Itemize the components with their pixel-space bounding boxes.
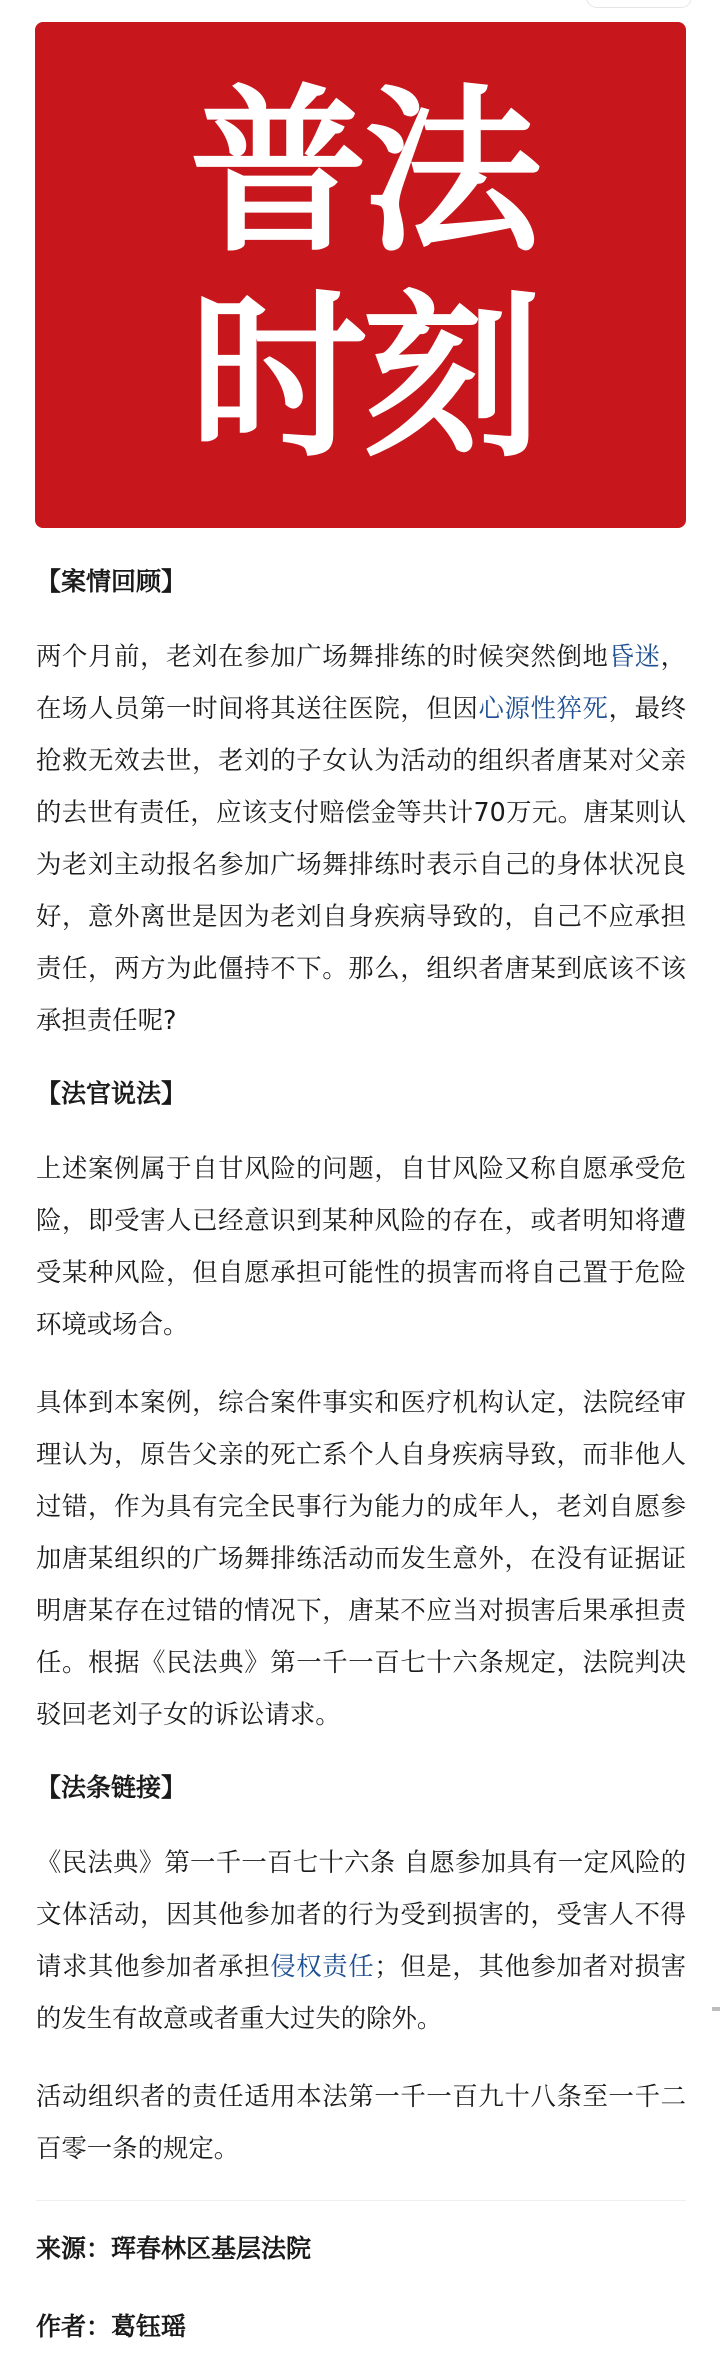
banner-text-line-2: 时刻	[189, 274, 538, 481]
link-sudden-cardiac-death[interactable]: 心源性猝死	[478, 693, 609, 723]
law-text-2: ；但是，其他参加者对损害的发生有故意或者重大过失的除外。	[36, 1951, 687, 2033]
section-title-case-review: 【案情回顾】	[36, 567, 187, 596]
judge-paragraph-2: 具体到本案例，综合案件事实和医疗机构认定，法院经审理认为，原告父亲的死亡系个人自身疾病导致，而非他人过错，作为具有完全民事行为能力的成年人，老刘自愿参加唐某组织的广场舞排练活动而发生意外，在没有证据证明唐某存在过错的情况下，唐某不应当对损害后果承担责任。根据《民法典》第一千一百七十六条规定，法院判决驳回老刘子女的诉讼请求。	[36, 1387, 686, 1729]
case-text-3: ，最终抢救无效去世，老刘的子女认为活动的组织者唐某对父亲的去世有责任，应该支付赔偿金等共计70万元。唐某则认为老刘主动报名参加广场舞排练时表示自己的身体状况良好，意外离世是因为老刘自身疾病导致的，自己不应承担责任，两方为此僵持不下。那么，组织者唐某到底该不该承担责任呢?	[36, 693, 687, 1035]
article-body	[36, 560, 686, 2371]
author-line: 作者：葛钰瑶	[36, 2312, 187, 2341]
law-paragraph-1	[36, 1836, 686, 2044]
judge-paragraph-1: 上述案例属于自甘风险的问题，自甘风险又称自愿承受危险，即受害人已经意识到某种风险的存在，或者明知将遭受某种风险，但自愿承担可能性的损害而将自己置于危险环境或场合。	[36, 1153, 686, 1339]
section-title-judge-says: 【法官说法】	[36, 1079, 187, 1108]
banner-image	[35, 22, 686, 528]
top-floating-chip[interactable]	[586, 0, 692, 8]
case-text-2: ，在场人员第一时间将其送往医院，但因	[36, 641, 687, 723]
banner-text-line-1: 普法	[189, 69, 538, 276]
scroll-indicator[interactable]	[712, 2007, 720, 2011]
divider	[36, 2200, 686, 2201]
case-review-paragraph	[36, 630, 686, 1046]
law-text-1: 《民法典》第一千一百七十六条 自愿参加具有一定风险的文体活动，因其他参加者的行为受到损害的，受害人不得请求其他参加者承担	[36, 1847, 686, 1981]
law-paragraph-2: 活动组织者的责任适用本法第一千一百九十八条至一千二百零一条的规定。	[36, 2081, 686, 2163]
link-coma[interactable]: 昏迷	[608, 641, 661, 671]
case-text-1: 两个月前，老刘在参加广场舞排练的时候突然倒地	[36, 641, 609, 671]
section-title-law-link: 【法条链接】	[36, 1773, 187, 1802]
link-tort-liability[interactable]: 侵权责任	[270, 1951, 375, 1981]
source-line: 来源：珲春林区基层法院	[36, 2234, 312, 2263]
